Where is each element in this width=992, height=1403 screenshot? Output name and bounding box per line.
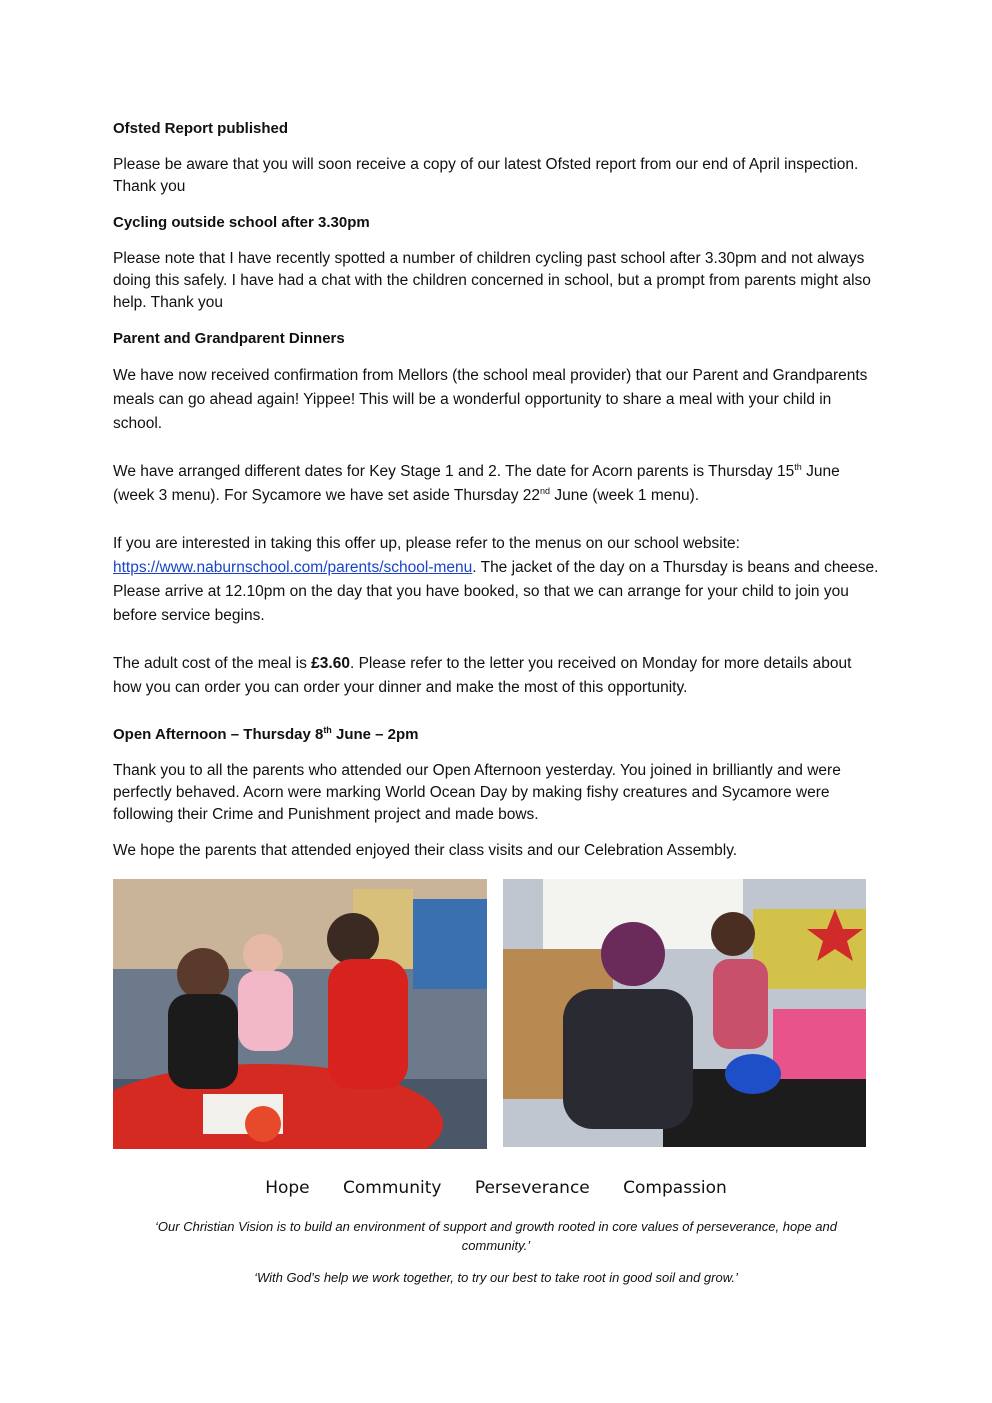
cost-details-text: . Please refer to the letter you received on Monday for more details about how you can order you can order your dinner and make the most of this opportunity.	[113, 655, 852, 696]
school-values	[0, 1178, 992, 1198]
dinners-dates-text-1: We have arranged different dates for Key Stage 1 and 2. The date for Acorn parents is Thursday 15	[113, 463, 795, 480]
open-afternoon-heading	[113, 724, 881, 746]
cycling-text: Please note that I have recently spotted a number of children cycling past school after 3.30pm and not always doing this safely. I have had a chat with the children concerned in school, but a prompt from parents might also help. Thank you	[113, 250, 871, 311]
classroom-photo-right	[503, 879, 866, 1147]
date-suffix: th	[794, 461, 802, 472]
menu-intro-text: If you are interested in taking this offer up, please refer to the menus on our school website:	[113, 535, 740, 552]
open-afternoon-heading-text-1: Open Afternoon – Thursday 8	[113, 726, 324, 743]
cycling-heading: Cycling outside school after 3.30pm	[113, 214, 370, 231]
ofsted-heading: Ofsted Report published	[113, 120, 289, 137]
classroom-photo-left	[113, 879, 487, 1149]
open-afternoon-heading-text-2: June – 2pm	[331, 726, 419, 743]
photo-row	[113, 879, 866, 1149]
value-hope: Hope	[265, 1178, 310, 1198]
cost-intro-text: The adult cost of the meal is	[113, 655, 312, 672]
christian-vision	[130, 1217, 862, 1300]
menu-details-text: . The jacket of the day on a Thursday is beans and cheese. Please arrive at 12.10pm on the day that you have booked, so that we can arrange for your child to join you before service begins.	[113, 559, 879, 624]
dinners-dates-text-3: June (week 1 menu).	[550, 487, 700, 504]
date-suffix: th	[323, 725, 332, 735]
date-suffix: nd	[540, 485, 551, 496]
dinners-paragraph-3	[113, 532, 881, 628]
value-perseverance: Perseverance	[474, 1178, 590, 1198]
value-compassion: Compassion	[623, 1178, 727, 1198]
vision-motto: ‘With God’s help we work together, to try our best to take root in good soil and grow.’	[254, 1270, 738, 1285]
dinners-paragraph-2	[113, 460, 881, 508]
value-community: Community	[343, 1178, 442, 1198]
open-afternoon-text-1: Thank you to all the parents who attended our Open Afternoon yesterday. You joined in brilliantly and were perfectly behaved. Acorn were marking World Ocean Day by making fishy creatures and Sycamore were following their Crime and Punishment project and made bows.	[113, 762, 841, 823]
meal-price: £3.60	[311, 655, 350, 672]
open-afternoon-text-2: We hope the parents that attended enjoyed their class visits and our Celebration Assembly.	[113, 842, 738, 859]
newsletter-body	[113, 118, 881, 876]
dinners-paragraph-1: We have now received confirmation from Mellors (the school meal provider) that our Parent and Grandparents meals can go ahead again! Yippee! This will be a wonderful opportunity to share a meal with your child in school.	[113, 367, 868, 432]
ofsted-text: Please be aware that you will soon receive a copy of our latest Ofsted report from our end of April inspection. Thank you	[113, 156, 859, 195]
school-menu-link[interactable]: https://www.naburnschool.com/parents/school-menu	[113, 559, 473, 576]
dinners-dates-text-2: June (week 3 menu). For Sycamore we have set aside Thursday 22	[113, 463, 840, 504]
dinners-heading: Parent and Grandparent Dinners	[113, 330, 345, 347]
dinners-paragraph-4	[113, 652, 881, 700]
vision-statement: ‘Our Christian Vision is to build an environment of support and growth rooted in core values of perseverance, hope and community.’	[155, 1219, 837, 1253]
